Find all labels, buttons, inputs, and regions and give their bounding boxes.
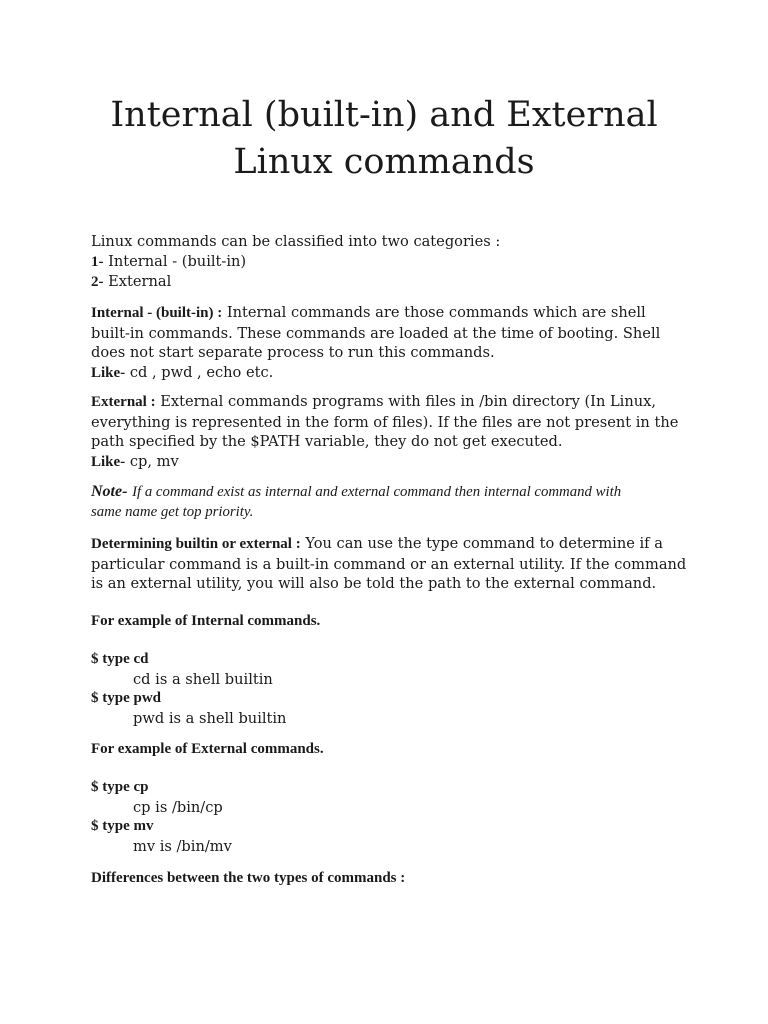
note-paragraph <box>91 482 691 522</box>
internal-examples-heading-block <box>91 612 691 632</box>
external-heading: External : <box>91 394 156 410</box>
differences-heading-block <box>91 869 691 889</box>
intro-item-2-label: External <box>108 273 172 290</box>
determining-paragraph <box>91 534 691 594</box>
external-examples-heading-block <box>91 740 691 760</box>
intro-item-1-label: Internal - (built-in) <box>108 252 247 270</box>
intro-item-2-number: 2- <box>91 274 104 290</box>
internal-like-label: Like- <box>91 364 126 381</box>
title-line-2: Linux commands <box>233 142 535 182</box>
external-line-1: External commands programs with files in /bin directory (In Linux, <box>160 393 657 410</box>
note-line-1: If a command exist as internal and external command then internal command with <box>132 484 622 500</box>
determining-line-1: You can use the type command to determine if a <box>305 535 663 552</box>
intro-paragraph <box>91 232 691 293</box>
intro-text: Linux commands can be classified into two categories : <box>91 233 501 250</box>
internal-line-3: does not start separate process to run this commands. <box>91 344 495 361</box>
differences-heading: Differences between the two types of commands : <box>91 870 406 886</box>
internal-examples-heading: For example of Internal commands. <box>91 613 321 629</box>
internal-line-1: Internal commands are those commands which are shell <box>226 304 646 321</box>
external-example-1-output: cp is /bin/cp <box>133 798 223 816</box>
external-paragraph <box>91 392 691 472</box>
title-line-1: Internal (built-in) and External <box>110 95 658 135</box>
determining-line-3: is an external utility, you will also be told the path to the external command. <box>91 575 657 592</box>
external-example-2-output: mv is /bin/mv <box>133 837 232 855</box>
internal-paragraph <box>91 303 691 383</box>
internal-example-2-output: pwd is a shell builtin <box>133 709 287 727</box>
internal-line-2: built-in commands. These commands are loaded at the time of booting. Shell <box>91 324 661 342</box>
intro-item-2 <box>91 272 691 293</box>
note-line-2: same name get top priority. <box>91 503 254 520</box>
internal-example-1-command: $ type cd <box>91 651 149 667</box>
intro-item-1 <box>91 252 691 273</box>
intro-item-1-number: 1- <box>91 253 104 270</box>
internal-example-1-output: cd is a shell builtin <box>133 670 273 688</box>
note-label: Note- <box>91 483 128 500</box>
external-example-2-command: $ type mv <box>91 818 154 834</box>
determining-line-2: particular command is a built-in command or an external utility. If the command <box>91 555 687 573</box>
external-like-text: cp, mv <box>129 452 179 470</box>
external-line-3: path specified by the $PATH variable, they do not get executed. <box>91 433 563 450</box>
internal-like-text: cd , pwd , echo etc. <box>129 363 274 381</box>
internal-example-2-command: $ type pwd <box>91 690 162 706</box>
external-examples-heading: For example of External commands. <box>91 741 324 757</box>
internal-examples-list <box>91 650 691 728</box>
page-title <box>0 92 768 186</box>
determining-heading: Determining builtin or external : <box>91 536 301 552</box>
internal-heading: Internal - (built-in) : <box>91 305 223 321</box>
external-like-label: Like- <box>91 453 126 470</box>
external-examples-list <box>91 778 691 856</box>
external-example-1-command: $ type cp <box>91 779 149 795</box>
external-line-2: everything is represented in the form of files). If the files are not present in the <box>91 413 679 431</box>
